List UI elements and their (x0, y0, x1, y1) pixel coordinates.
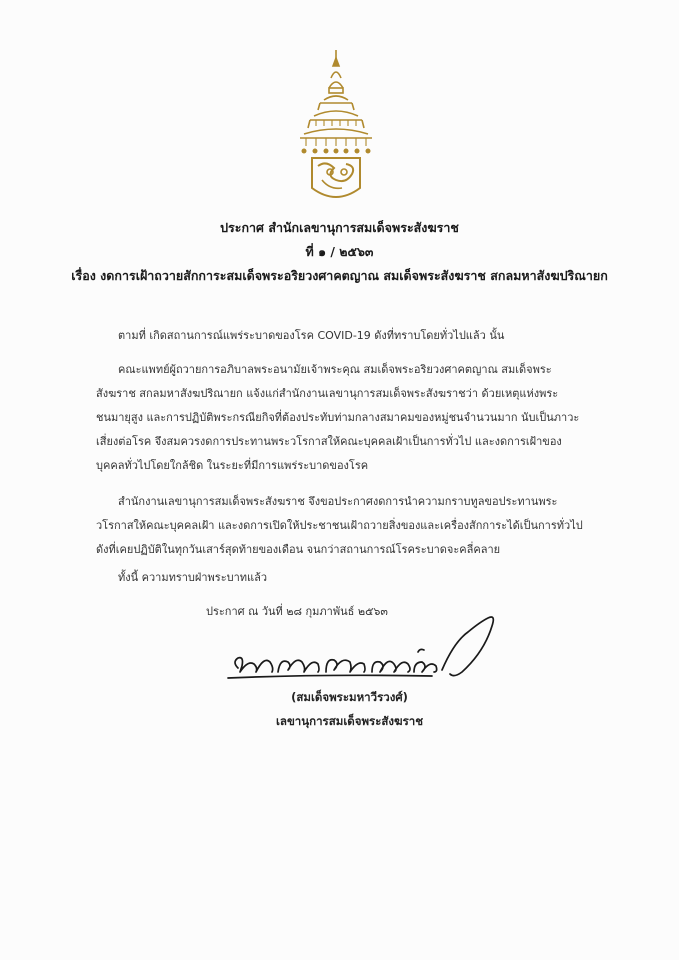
signer-title: เลขานุการสมเด็จพระสังฆราช (275, 714, 424, 728)
body-paragraph (96, 324, 588, 348)
handwritten-signature (222, 612, 508, 686)
royal-emblem-icon (296, 48, 376, 208)
announcement-subject: เรื่อง งดการเฝ้าถวายสักการะสมเด็จพระอริยวงศาคตญาณ สมเด็จพระสังฆราช สกลมหาสังฆปริณายก (71, 268, 608, 283)
announcement-number: ที่ ๑ / ๒๕๖๓ (305, 244, 374, 259)
paragraph-text: คณะแพทย์ผู้ถวายการอภิบาลพระอนามัยเจ้าพระคุณ สมเด็จพระอริยวงศาคตญาณ สมเด็จพระสังฆราช สกลมหาสังฆปริณายก แจ้งแก่สำนักงานเลขานุการสมเด็จพระสังฆราชว่า ด้วยเหตุแห่งพระชนมายุสูง และการปฏิบัติพระกรณียกิจที่ต้องประทับท่ามกลางสมาคมของหมู่ชนจำนวนมาก นับเป็นภาวะเสี่ยงต่อโรค จึงสมควรงดการประทานพระวโรกาสให้คณะบุคคลเฝ้าเป็นการทั่วไป และงดการเฝ้าของบุคคลทั่วไปโดยใกล้ชิด ในระยะที่มีการแพร่ระบาดของโรค (96, 363, 580, 472)
body-paragraph (96, 490, 588, 562)
paragraph-text: ทั้งนี้ ความทราบฝ่าพระบาทแล้ว (118, 571, 268, 584)
paragraph-text: ตามที่ เกิดสถานการณ์แพร่ระบาดของโรค COVID-19 ดังที่ทราบโดยทั่วไปแล้ว นั้น (118, 329, 505, 342)
body-paragraph (96, 566, 588, 590)
announcement-title: ประกาศ สำนักเลขานุการสมเด็จพระสังฆราช (220, 220, 459, 235)
announcement-dateline: ประกาศ ณ วันที่ ๒๘ กุมภาพันธ์ ๒๕๖๓ (206, 605, 388, 618)
signer-name: (สมเด็จพระมหาวีรวงศ์) (291, 690, 408, 704)
paragraph-text: สำนักงานเลขานุการสมเด็จพระสังฆราช จึงขอประกาศงดการนำความกราบทูลขอประทานพระวโรกาสให้คณะบุคคลเฝ้า และงดการเปิดให้ประชาชนเฝ้าถวายสิ่งของและเครื่องสักการะได้เป็นการทั่วไปดังที่เคยปฏิบัติในทุกวันเสาร์สุดท้ายของเดือน จนกว่าสถานการณ์โรคระบาดจะคลี่คลาย (96, 495, 583, 556)
body-paragraph (96, 358, 588, 478)
